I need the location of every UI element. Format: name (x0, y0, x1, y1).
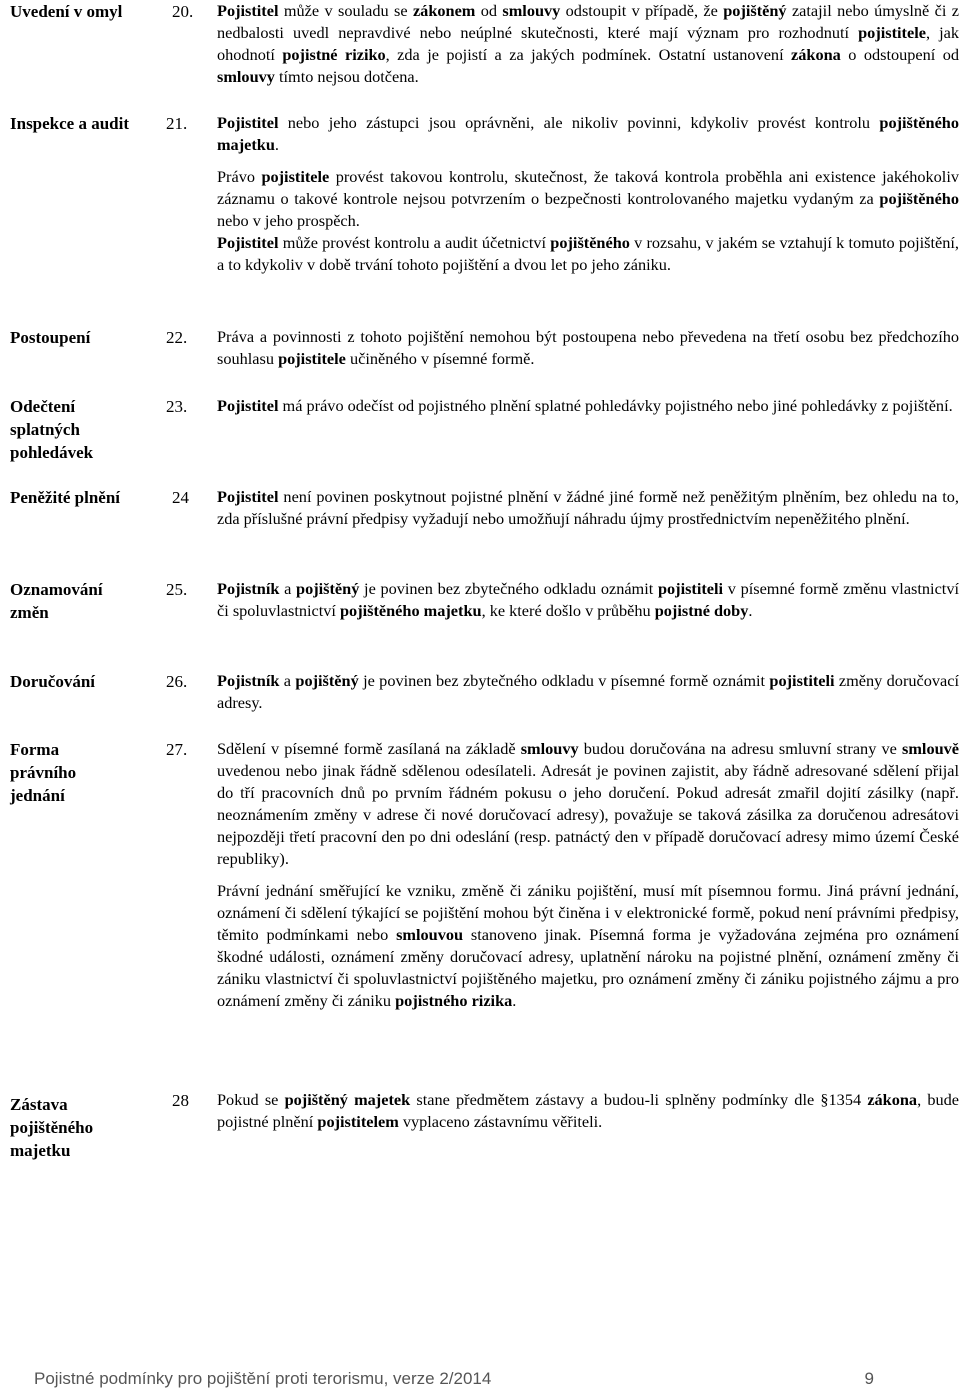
section-body (217, 578, 959, 622)
paragraph: Právo pojistitele provést takovou kontrolu, skutečnost, že taková kontrola proběhla ani existence jakéhokoliv záznamu o takové kontrole nejsou potvrzením o bezpečnosti kontrolovaného majetku vydaným za pojištěného nebo v jeho prospěch. (217, 167, 959, 230)
paragraph: Práva a povinnosti z tohoto pojištění nemohou být postoupena nebo převedena na třetí osobu bez předchozího souhlasu pojistitele učiněného v písemné formě. (217, 327, 959, 368)
paragraph: Právní jednání směřující ke vzniku, změně či zániku pojištění, musí mít písemnou formu. Jiná právní jednání, oznámení či sdělení týkající se pojištění mohou být činěna i v elektronické formě, pokud není právními předpisy, těmito podmínkami nebo smlouvou stanoveno jinak. Písemná forma je vyžadována zejména pro oznámení škodné události, oznámení změny doručovací adresy, uplatnění nároku na pojistné plnění, oznámení změny či zániku vlastnictví či spoluvlastnictví pojištěného majetku, pro oznámení změny či zániku pojistného zájmu a pro oznámení změny či zániku pojistného rizika. (217, 881, 960, 1010)
section-number: 24 (172, 488, 189, 507)
section-body (217, 738, 959, 1012)
section-body (217, 112, 959, 276)
section-number: 23. (166, 397, 188, 416)
section-heading: Forma právního jednání (10, 740, 77, 805)
footer-title: Pojistné podmínky pro pojištění proti terorismu, verze 2/2014 (34, 1369, 492, 1388)
section-heading: Peněžité plnění (10, 488, 121, 507)
section-number: 25. (166, 580, 188, 599)
section-body (217, 326, 959, 370)
section-number: 20. (172, 2, 194, 21)
section-heading: Odečtení splatných pohledávek (10, 397, 94, 462)
section-body (217, 486, 959, 530)
section-number: 28 (172, 1091, 189, 1110)
page-footer (34, 1368, 874, 1390)
paragraph: Pojistník a pojištěný je povinen bez zbytečného odkladu oznámit pojistiteli v písemné formě změnu vlastnictví či spoluvlastnictví pojištěného majetku, ke které došlo v průběhu pojistné doby. (217, 579, 959, 620)
section-number: 22. (166, 328, 188, 347)
section-heading: Inspekce a audit (10, 114, 130, 133)
section-body (217, 0, 959, 88)
section-number: 26. (166, 672, 188, 691)
paragraph: Pojistitel může v souladu se zákonem od smlouvy odstoupit v případě, že pojištěný zatajil nebo úmyslně či z nedbalosti uvedl nepravdivé nebo neúplné skutečnosti, které mají význam pro rozhodnutí pojistitele, jak ohodnotí pojistné riziko, zda je pojistí a za jakých podmínek. Ostatní ustanovení zákona o odstoupení od smlouvy tímto nejsou dotčena. (217, 1, 960, 86)
section-heading: Oznamování změn (10, 580, 103, 622)
section-number: 21. (166, 114, 188, 133)
page-number: 9 (864, 1369, 874, 1388)
section-heading: Doručování (10, 672, 95, 691)
paragraph: Pokud se pojištěný majetek stane předmětem zástavy a budou-li splněny podmínky dle §1354 zákona, bude pojistné plnění pojistitelem vyplaceno zástavnímu věřiteli. (217, 1090, 959, 1131)
section-body (217, 670, 959, 714)
paragraph: Pojistitel má právo odečíst od pojistného plnění splatné pohledávky pojistného nebo jiné pohledávky z pojištění. (217, 396, 953, 415)
paragraph: Pojistitel není povinen poskytnout pojistné plnění v žádné jiné formě než peněžitým plněním, bez ohledu na to, zda příslušné právní předpisy vyžadují nebo umožňují náhradu újmy prostřednictvím nepeněžitého plnění. (217, 487, 959, 528)
section-heading: Uvedení v omyl (10, 2, 123, 21)
section-heading: Postoupení (10, 328, 91, 347)
section-body (217, 1089, 959, 1133)
paragraph: Pojistitel může provést kontrolu a audit účetnictví pojištěného v rozsahu, v jakém se vztahují k tomuto pojištění, a to kdykoliv v době trvání tohoto pojištění a dvou let po jeho zániku. (217, 233, 959, 274)
paragraph: Pojistitel nebo jeho zástupci jsou oprávněni, ale nikoliv povinni, kdykoliv provést kontrolu pojištěného majetku. (217, 113, 959, 154)
section-heading: Zástava pojištěného majetku (10, 1095, 94, 1160)
section-number: 27. (166, 740, 188, 759)
paragraph: Sdělení v písemné formě zasílaná na základě smlouvy budou doručována na adresu smluvní strany ve smlouvě uvedenou nebo jinak řádně sdělenou odesílateli. Adresát je povinen zajistit, aby řádně adresované sdělení přijal do tří pracovních dnů po prvním řádném pokusu o jeho doručení. Pokud adresát zmařil dojití zásilky (např. neoznámením změny v adrese či nové doručovací adresy), považuje se taková zásilka za doručenou adresátovi nejpozději třetí pracovní den po dni odeslání (resp. patnáctý den v případě doručovací adresy mimo území České republiky). (217, 739, 959, 868)
paragraph: Pojistník a pojištěný je povinen bez zbytečného odkladu v písemné formě oznámit pojistiteli změny doručovací adresy. (217, 671, 959, 712)
section-body (217, 395, 959, 417)
